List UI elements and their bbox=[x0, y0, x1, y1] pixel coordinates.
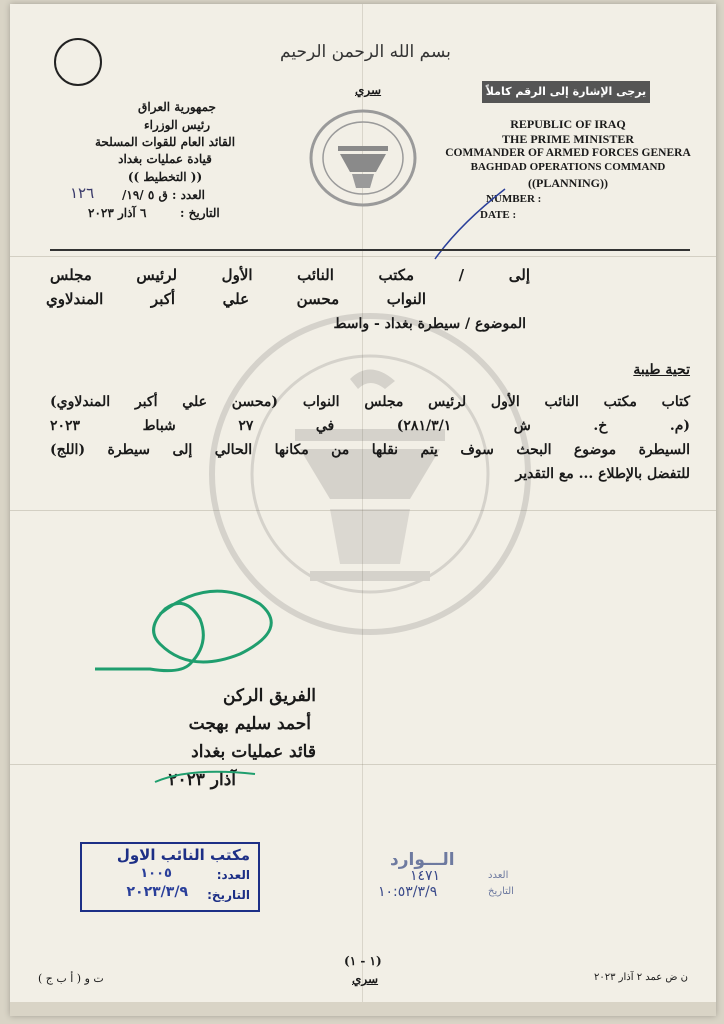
fold-line bbox=[10, 764, 716, 765]
document-page bbox=[10, 4, 716, 1016]
office-stamp-date-value: ٢٠٢٣/٣/٩ bbox=[126, 884, 188, 900]
signature-underline bbox=[150, 762, 260, 792]
body-line-1: كتاب مكتب النائب الأول لرئيس مجلس النواب (محسن علي أكبر المندلاوي) bbox=[50, 394, 690, 410]
hole-punch-circle bbox=[54, 38, 102, 86]
header-ar-commander: القائد العام للقوات المسلحة bbox=[94, 135, 236, 149]
address-subject: الموضوع / سيطرة بغداد - واسط bbox=[333, 316, 526, 332]
header-en-command: BAGHDAD OPERATIONS COMMAND bbox=[470, 161, 666, 173]
address-to-line2: النواب محسن علي أكبر المندلاوي bbox=[46, 290, 426, 308]
official-seal-icon bbox=[308, 108, 418, 208]
footer-left-code: ت و ( أ ب ج ) bbox=[38, 972, 104, 985]
body-line-2: (م. خ. ش ٢٨١/٣/١) في ٢٧ شباط ٢٠٢٣ bbox=[50, 418, 690, 434]
signature-title: قائد عمليات بغداد bbox=[191, 742, 316, 762]
incoming-stamp-title: الـــوارد bbox=[390, 850, 455, 870]
body-greeting: تحية طيبة bbox=[633, 362, 690, 378]
office-stamp bbox=[80, 842, 260, 912]
header-divider bbox=[50, 249, 690, 251]
office-stamp-number-label: العدد: bbox=[216, 868, 250, 882]
signature-date: آذار ٢٠٢٣ bbox=[168, 770, 236, 790]
reference-notice: يرجى الإشارة إلى الرقم كاملاً bbox=[482, 81, 650, 103]
fold-line bbox=[10, 256, 716, 257]
signature-name: أحمد سليم بهجت bbox=[188, 714, 311, 734]
incoming-stamp-date-label: التاريخ bbox=[488, 886, 514, 897]
header-en-number-label: NUMBER : bbox=[486, 193, 542, 205]
header-en-commander: COMMANDER OF ARMED FORCES GENERA bbox=[445, 147, 691, 159]
address-to-line1: إلى / مكتب النائب الأول لرئيس مجلس bbox=[50, 266, 530, 284]
header-ar-number-label: العدد : ق ٥ /١٩/ bbox=[122, 188, 205, 202]
header-en-country: REPUBLIC OF IRAQ bbox=[510, 117, 626, 131]
torn-edge bbox=[10, 1002, 716, 1016]
footer-classification: سري bbox=[352, 972, 379, 986]
body-line-4: للتفضل بالإطلاع ... مع التقدير bbox=[515, 466, 690, 482]
office-stamp-title: مكتب النائب الاول bbox=[116, 846, 250, 864]
header-ar-pm: رئيس الوزراء bbox=[144, 118, 210, 132]
body-line-3: السيطرة موضوع البحث سوف يتم نقلها من مكانها الحالي إلى سيطرة (اللج) bbox=[50, 442, 690, 458]
header-ar-command: قيادة عمليات بغداد bbox=[118, 152, 212, 166]
handwritten-signature bbox=[90, 574, 290, 684]
office-stamp-number-value: ١٠٠٥ bbox=[140, 866, 172, 881]
header-ar-date-value: ٦ آذار ٢٠٢٣ bbox=[88, 206, 147, 220]
header-en-planning: ((PLANNING)) bbox=[528, 176, 608, 190]
pen-stroke-mark bbox=[430, 184, 510, 264]
footer-page-number: (١ - ١) bbox=[344, 954, 382, 968]
header-en-date-label: DATE : bbox=[480, 209, 517, 221]
office-stamp-date-label: التاريخ: bbox=[207, 888, 250, 902]
classification-top: سري bbox=[355, 83, 382, 97]
incoming-stamp-number-value: ١٤٧١ bbox=[410, 868, 441, 884]
header-ar-number-value: ١٢٦ bbox=[70, 184, 95, 202]
basmala: بسم الله الرحمن الرحيم bbox=[280, 42, 451, 62]
signature-rank: الفريق الركن bbox=[222, 686, 316, 706]
header-ar-planning: (( التخطيط )) bbox=[127, 170, 203, 184]
header-ar-date-label: التاريخ : bbox=[180, 206, 220, 220]
incoming-stamp-number-label: العدد bbox=[488, 870, 509, 881]
footer-right-code: ن ض عمد ٢ آذار ٢٠٢٣ bbox=[594, 972, 689, 983]
header-ar-country: جمهورية العراق bbox=[138, 100, 216, 114]
incoming-stamp-date-value: ١٠:٥٣/٣/٩ bbox=[378, 884, 438, 900]
header-en-pm: THE PRIME MINISTER bbox=[501, 132, 635, 146]
